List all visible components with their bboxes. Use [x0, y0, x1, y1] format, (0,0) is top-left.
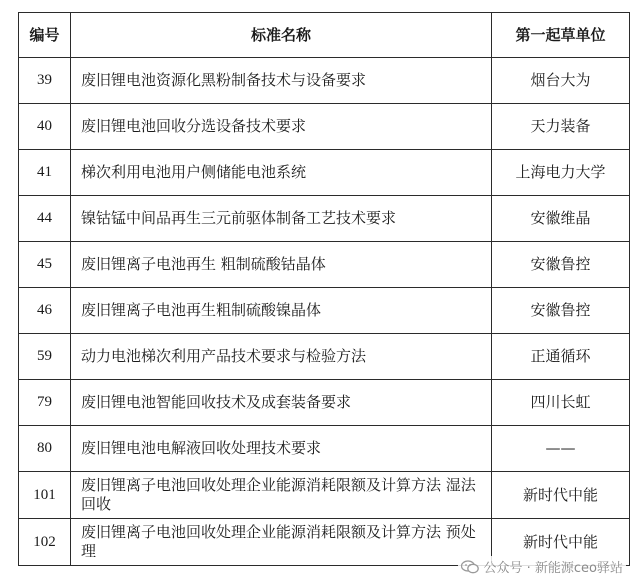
row-standard-name: 废旧锂离子电池回收处理企业能源消耗限额及计算方法 预处理: [71, 519, 492, 566]
table-row: [19, 472, 630, 519]
row-drafting-unit: 新时代中能: [492, 472, 630, 519]
wechat-watermark: [458, 556, 627, 577]
row-number: 46: [19, 288, 71, 334]
row-standard-name: 废旧锂电池资源化黑粉制备技术与设备要求: [71, 58, 492, 104]
row-number: 101: [19, 472, 71, 519]
table-row: [19, 426, 630, 472]
table-row: [19, 58, 630, 104]
watermark-text: 公众号 · 新能源ceo驿站: [483, 561, 623, 576]
row-standard-name: 废旧锂电池电解液回收处理技术要求: [71, 426, 492, 472]
table-row: [19, 380, 630, 426]
row-number: 79: [19, 380, 71, 426]
row-number: 59: [19, 334, 71, 380]
row-drafting-unit: 天力装备: [492, 104, 630, 150]
row-drafting-unit: 烟台大为: [492, 58, 630, 104]
table-row: [19, 334, 630, 380]
row-drafting-unit: 安徽鲁控: [492, 242, 630, 288]
row-drafting-unit: 上海电力大学: [492, 150, 630, 196]
row-standard-name: 废旧锂电池回收分选设备技术要求: [71, 104, 492, 150]
row-standard-name: 梯次利用电池用户侧储能电池系统: [71, 150, 492, 196]
standards-table: [18, 12, 630, 566]
table-row: [19, 288, 630, 334]
row-standard-name: 动力电池梯次利用产品技术要求与检验方法: [71, 334, 492, 380]
row-number: 39: [19, 58, 71, 104]
table-row: [19, 242, 630, 288]
row-drafting-unit: 安徽维晶: [492, 196, 630, 242]
row-standard-name: 废旧锂离子电池再生粗制硫酸镍晶体: [71, 288, 492, 334]
row-number: 40: [19, 104, 71, 150]
table-row: [19, 104, 630, 150]
row-standard-name: 废旧锂离子电池回收处理企业能源消耗限额及计算方法 湿法回收: [71, 472, 492, 519]
row-drafting-unit: 新时代中能: [492, 519, 630, 566]
table-row: [19, 150, 630, 196]
header-number: 编号: [19, 13, 71, 58]
row-standard-name: 废旧锂电池智能回收技术及成套装备要求: [71, 380, 492, 426]
row-drafting-unit: 四川长虹: [492, 380, 630, 426]
row-drafting-unit: 正通循环: [492, 334, 630, 380]
row-number: 80: [19, 426, 71, 472]
row-number: 45: [19, 242, 71, 288]
row-drafting-unit: ——: [492, 426, 630, 472]
row-number: 102: [19, 519, 71, 566]
row-drafting-unit: 安徽鲁控: [492, 288, 630, 334]
row-number: 44: [19, 196, 71, 242]
table-row: [19, 196, 630, 242]
table-header-row: [19, 13, 630, 58]
header-standard-name: 标准名称: [71, 13, 492, 58]
wechat-icon: [461, 560, 479, 574]
header-drafting-unit: 第一起草单位: [492, 13, 630, 58]
row-standard-name: 镍钴锰中间品再生三元前驱体制备工艺技术要求: [71, 196, 492, 242]
row-number: 41: [19, 150, 71, 196]
row-standard-name: 废旧锂离子电池再生 粗制硫酸钴晶体: [71, 242, 492, 288]
